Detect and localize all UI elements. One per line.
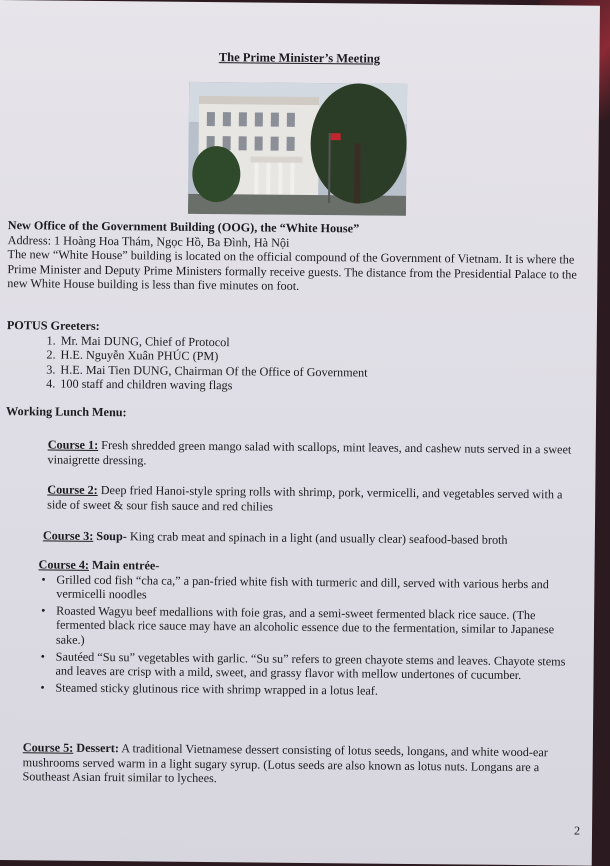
course-2-text: Deep fried Hanoi-style spring rolls with shrimp, pork, vermicelli, and vegetables served with a side of sweet & sour fish sauce and red chilies <box>47 482 563 514</box>
entree-item: • Roasted Wagyu beef medallions with foie gras, and a semi-sweet fermented black rice sauce. (The fermented black rice sauce may have an alcoholic essence due to the fermentation, similar to Japanese sake.) <box>56 603 573 652</box>
course-1-label: Course 1: <box>47 437 99 452</box>
course-5-label: Course 5: <box>22 740 74 755</box>
menu-heading: Working Lunch Menu: <box>5 404 127 420</box>
greeter-item: 4. 100 staff and children waving flags <box>58 377 576 397</box>
building-heading: New Office of the Government Building (OOG), the “White House” <box>7 218 360 236</box>
greeter-item: 1. Mr. Mai DUNG, Chief of Protocol <box>59 333 577 353</box>
document-title: The Prime Minister’s Meeting <box>218 50 381 66</box>
entree-item: • Grilled cod fish “cha ca,” a pan-fried white fish with turmeric and dill, served with various herbs and vermicelli noodles <box>56 572 573 606</box>
building-section <box>7 218 578 296</box>
course-4 <box>37 557 573 701</box>
course-4-label: Course 4: <box>38 557 90 572</box>
course-4-bold: Main entrée- <box>88 557 160 573</box>
building-address: Address: 1 Hoàng Hoa Thám, Ngọc Hồ, Ba Đình, Hà Nội <box>7 232 290 250</box>
course-3 <box>43 528 568 548</box>
building-photo <box>188 82 407 216</box>
entree-item: • Sautéed “Su su” vegetables with garlic. “Su su” refers to green chayote stems and leaves. Chayote stems and leaves are crisp with a mild, sweet, and grassy flavor with mellow undertones of cucumber. <box>55 649 572 683</box>
course-5-text: A traditional Vietnamese dessert consisting of lotus seeds, longans, and white wood-ear mushrooms served warm in a light sugary syrup. (Lotus seeds are also known as lotus nuts. Longans are a Southeast Asian fruit similar to lychees. <box>22 741 548 786</box>
greeters-list <box>6 333 577 397</box>
course-3-text: King crab meat and spinach in a light (and usually clear) seafood-based broth <box>126 529 508 547</box>
course-5 <box>22 740 574 789</box>
greeter-item: 2. H.E. Nguyễn Xuân PHÚC (PM) <box>59 348 577 368</box>
course-1-text: Fresh shredded green mango salad with scallops, mint leaves, and cashew nuts served in a sweet vinaigrette dressing. <box>47 437 572 468</box>
entree-item: • Steamed sticky glutinous rice with shrimp wrapped in a lotus leaf. <box>55 680 572 700</box>
entree-list <box>37 572 573 700</box>
course-3-bold: Soup- <box>93 528 127 544</box>
course-2 <box>47 482 572 516</box>
greeters-heading: POTUS Greeters: <box>6 318 100 333</box>
greeters-section <box>6 318 577 396</box>
page-number: 2 <box>573 823 581 838</box>
course-1 <box>48 437 573 471</box>
building-photo-illustration <box>188 82 407 216</box>
greeter-item: 3. H.E. Mai Tien DUNG, Chairman Of the Office of Government <box>58 362 576 382</box>
course-2-label: Course 2: <box>47 482 98 497</box>
building-description: The new “White House” building is located on the official compound of the Government of Vietnam. It is where the Prime Minister and Deputy Prime Ministers formally receive guests. The distance from the Presidential Palace to the new White House building is less than five minutes on foot. <box>7 247 577 294</box>
course-3-label: Course 3: <box>42 528 94 543</box>
course-5-bold: Dessert: <box>73 740 120 756</box>
